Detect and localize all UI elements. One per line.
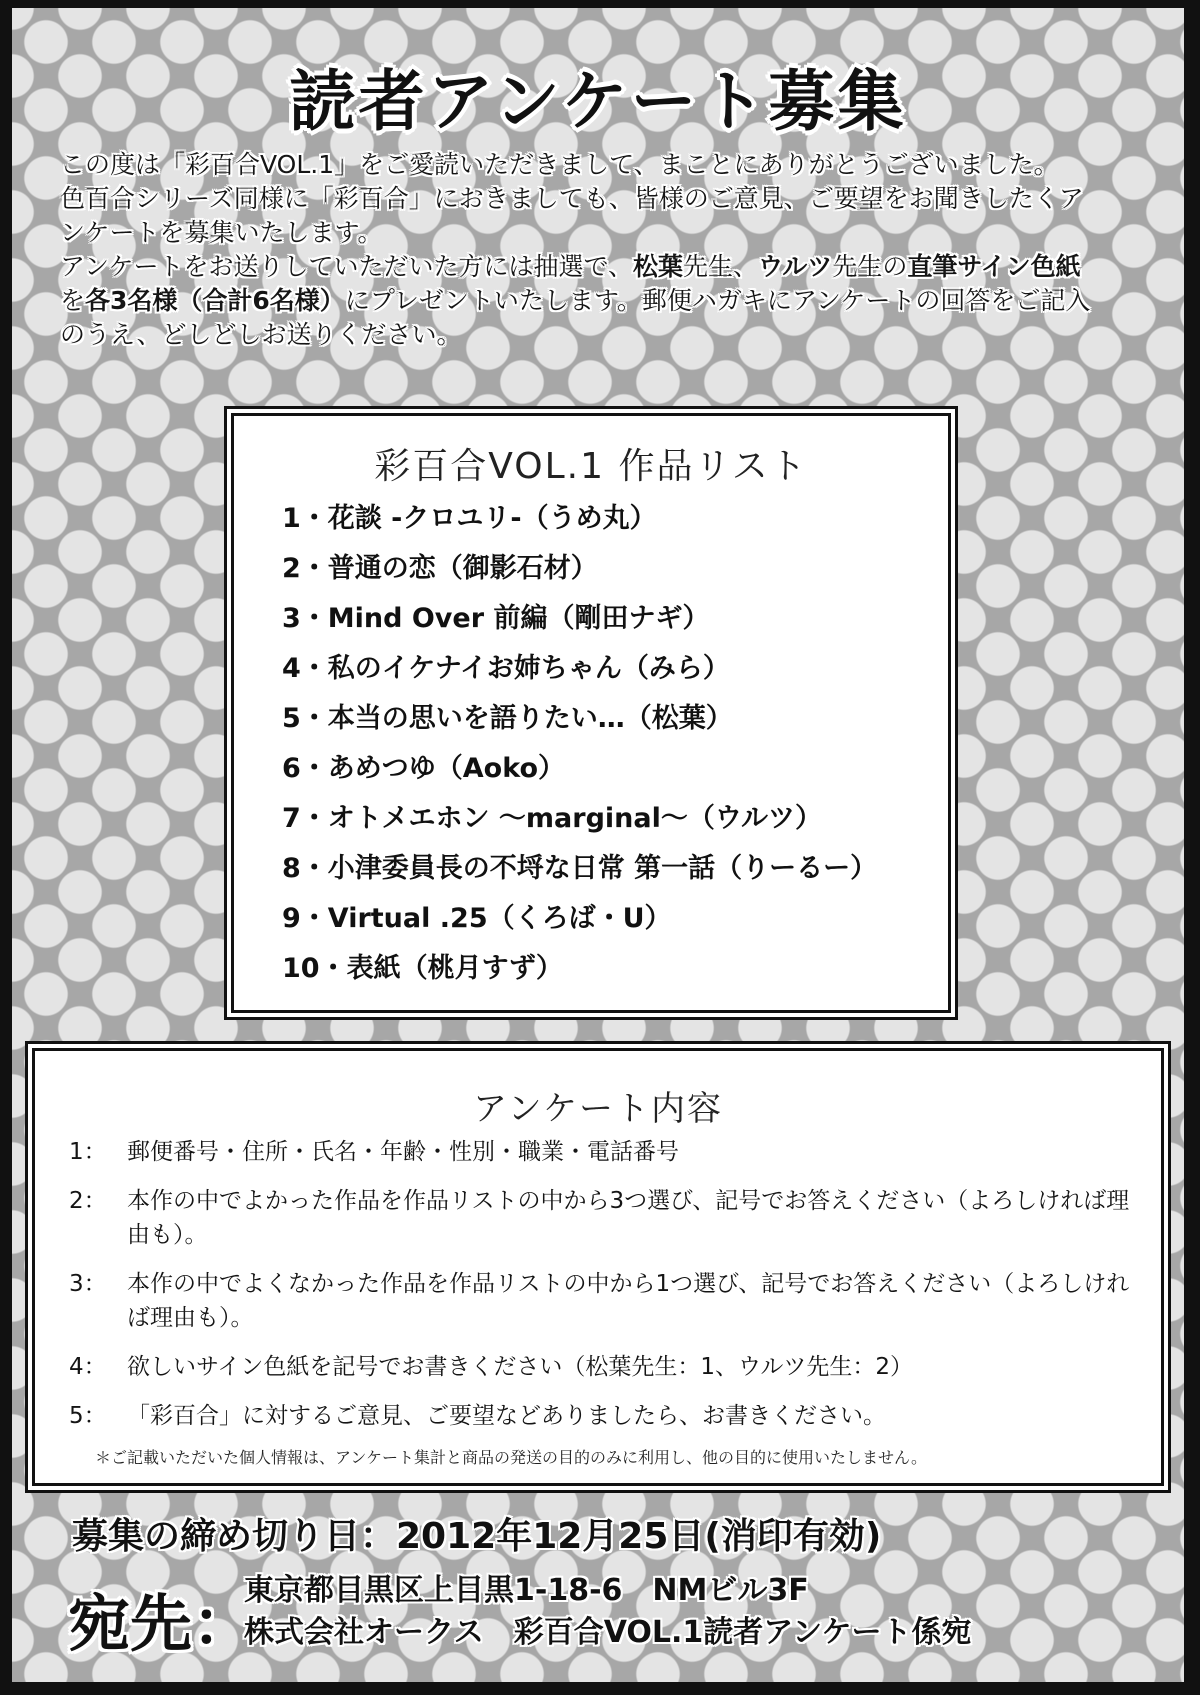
intro-p3-c: 先生の (832, 252, 908, 281)
page-title: 読者アンケート募集 (289, 63, 907, 140)
question-number: 1： (69, 1139, 107, 1165)
survey-contents-title: アンケート内容 (473, 1089, 723, 1129)
author-matsuba: 松葉 (633, 252, 684, 281)
survey-contents-box (32, 1048, 1164, 1486)
question-text: 「彩百合」に対するご意見、ご要望などありましたら、お書きください。 (127, 1403, 886, 1429)
survey-question (69, 1350, 1139, 1384)
question-number: 3： (69, 1271, 107, 1297)
intro-p3-b: 先生、 (683, 252, 759, 281)
survey-question-list (69, 1135, 1139, 1448)
prize-count: 各3名様（合計6名様） (85, 286, 345, 315)
question-number: 2： (69, 1188, 107, 1214)
intro-text (60, 148, 1100, 352)
works-list-item: 8・小津委員長の不埒な日常 第一話（りーるー） (282, 853, 878, 884)
address-line-2: 株式会社オークス 彩百合VOL.1読者アンケート係宛 (244, 1615, 972, 1650)
intro-p3-a: アンケートをお送りしていただいた方には抽選で、 (60, 252, 634, 281)
question-text: 欲しいサイン色紙を記号でお書きください（松葉先生：1、ウルツ先生：2） (127, 1354, 913, 1380)
works-list-title: 彩百合VOL.1 作品リスト (374, 446, 808, 487)
works-list-item: 10・表紙（桃月すず） (282, 953, 563, 984)
intro-paragraph-2: 色百合シリーズ同様に「彩百合」におきましても、皆様のご意見、ご要望をお聞きしたくアンケートを募集いたします。 (60, 184, 1084, 247)
works-list-item: 7・オトメエホン ～marginal～（ウルツ） (282, 803, 823, 834)
intro-p3-d: を (60, 286, 86, 315)
question-text: 本作の中でよかった作品を作品リストの中から3つ選び、記号でお答えください（よろしければ理由も）。 (127, 1188, 1130, 1248)
address-line-1: 東京都目黒区上目黒1-18-6 NMビル3F (244, 1573, 809, 1608)
survey-question (69, 1135, 1139, 1169)
works-list-item: 6・あめつゆ（Aoko） (282, 753, 566, 784)
question-number: 4： (69, 1354, 107, 1380)
works-list (282, 494, 877, 994)
intro-paragraph-1: この度は「彩百合VOL.1」をご愛読いただきまして、まことにありがとうございました。 (60, 150, 1059, 179)
author-urutsu: ウルツ (758, 252, 833, 281)
survey-question (69, 1184, 1139, 1252)
question-text: 郵便番号・住所・氏名・年齢・性別・職業・電話番号 (127, 1139, 679, 1165)
works-list-item: 2・普通の恋（御影石材） (282, 553, 598, 584)
address-label: 宛先： (68, 1587, 255, 1660)
works-list-item: 9・Virtual .25（くろば・U） (282, 903, 672, 934)
survey-question (69, 1267, 1139, 1335)
intro-p3-e: にプレゼントいたします。郵便ハガキにアンケートの回答をご記入のうえ、どしどしお送りください。 (60, 286, 1091, 349)
works-list-box (231, 413, 951, 1013)
deadline-text: 募集の締め切り日：2012年12月25日(消印有効) (72, 1516, 882, 1557)
works-list-item: 5・本当の思いを語りたい…（松葉） (282, 703, 733, 734)
question-number: 5： (69, 1403, 107, 1429)
intro-paragraph-3 (60, 250, 1100, 352)
works-list-item: 3・Mind Over 前編（剛田ナギ） (282, 603, 710, 634)
survey-question (69, 1399, 1139, 1433)
question-text: 本作の中でよくなかった作品を作品リストの中から1つ選び、記号でお答えください（よろしければ理由も）。 (127, 1271, 1130, 1331)
works-list-item: 1・花談 -クロユリ-（うめ丸） (282, 503, 657, 534)
privacy-note: ＊ご記載いただいた個人情報は、アンケート集計と商品の発送の目的のみに利用し、他の目的に使用いたしません。 (95, 1448, 928, 1467)
survey-page (12, 8, 1184, 1682)
address-block (244, 1570, 971, 1654)
prize-text: 直筆サイン色紙 (907, 252, 1081, 281)
works-list-item: 4・私のイケナイお姉ちゃん（みら） (282, 653, 730, 684)
